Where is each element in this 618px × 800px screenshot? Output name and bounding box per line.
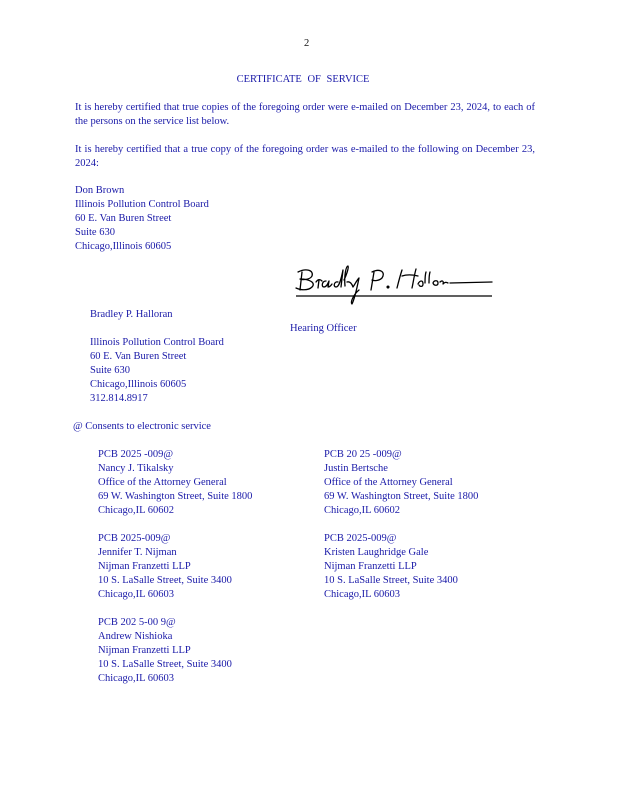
sender-line: Suite 630 <box>90 365 130 376</box>
recipient-line: Illinois Pollution Control Board <box>75 199 209 210</box>
signature-text: Bradley P. Halloran <box>292 262 300 263</box>
case-number: PCB 202 5-00 9@ <box>98 617 176 628</box>
certification-paragraph-2: It is hereby certified that a true copy of the foregoing order was e-mailed to the following on December 23, 2024: <box>75 144 535 169</box>
service-city: Chicago,IL 60602 <box>324 505 401 516</box>
service-street: 10 S. LaSalle Street, Suite 3400 <box>324 575 458 586</box>
service-entry <box>98 616 232 686</box>
service-city: Chicago,IL 60603 <box>98 673 175 684</box>
service-org: Nijman Franzetti LLP <box>98 645 191 656</box>
case-number: PCB 2025-009@ <box>98 533 171 544</box>
service-entry <box>98 448 252 518</box>
service-city: Chicago,IL 60602 <box>98 505 175 516</box>
sender-phone: 312.814.8917 <box>90 393 148 404</box>
case-number: PCB 20 25 -009@ <box>324 449 402 460</box>
recipient-line: Don Brown <box>75 185 125 196</box>
sender-address <box>90 336 224 406</box>
certification-paragraph-1: It is hereby certified that true copies of the foregoing order were e-mailed on December 23, 2024, to each of the persons on the service list below. <box>75 102 535 127</box>
service-street: 10 S. LaSalle Street, Suite 3400 <box>98 659 232 670</box>
service-org: Nijman Franzetti LLP <box>98 561 191 572</box>
service-street: 69 W. Washington Street, Suite 1800 <box>324 491 479 502</box>
service-name: Nancy J. Tikalsky <box>98 463 174 474</box>
handwritten-signature <box>292 262 497 306</box>
service-org: Office of the Attorney General <box>98 477 227 488</box>
service-name: Kristen Laughridge Gale <box>324 547 429 558</box>
recipient-line: 60 E. Van Buren Street <box>75 213 172 224</box>
sender-line: 60 E. Van Buren Street <box>90 351 187 362</box>
service-entry <box>98 532 232 602</box>
service-org: Nijman Franzetti LLP <box>324 561 417 572</box>
consent-note: @ Consents to electronic service <box>73 421 211 432</box>
document-title: CERTIFICATE OF SERVICE <box>236 74 370 85</box>
service-street: 10 S. LaSalle Street, Suite 3400 <box>98 575 232 586</box>
sender-role: Hearing Officer <box>290 323 357 334</box>
service-name: Jennifer T. Nijman <box>98 547 177 558</box>
service-org: Office of the Attorney General <box>324 477 453 488</box>
service-name: Andrew Nishioka <box>98 631 173 642</box>
case-number: PCB 2025 -009@ <box>98 449 174 460</box>
sender-line: Illinois Pollution Control Board <box>90 337 224 348</box>
service-street: 69 W. Washington Street, Suite 1800 <box>98 491 253 502</box>
service-entry <box>324 532 458 602</box>
page-number: 2 <box>304 38 310 49</box>
service-city: Chicago,IL 60603 <box>324 589 401 600</box>
recipient-line: Suite 630 <box>75 227 115 238</box>
sender-line: Chicago,Illinois 60605 <box>90 379 187 390</box>
sender-name: Bradley P. Halloran <box>90 309 173 320</box>
case-number: PCB 2025-009@ <box>324 533 397 544</box>
service-name: Justin Bertsche <box>324 463 388 474</box>
service-entry <box>324 448 478 518</box>
recipient-line: Chicago,Illinois 60605 <box>75 241 172 252</box>
recipient-address <box>75 184 209 254</box>
service-city: Chicago,IL 60603 <box>98 589 175 600</box>
